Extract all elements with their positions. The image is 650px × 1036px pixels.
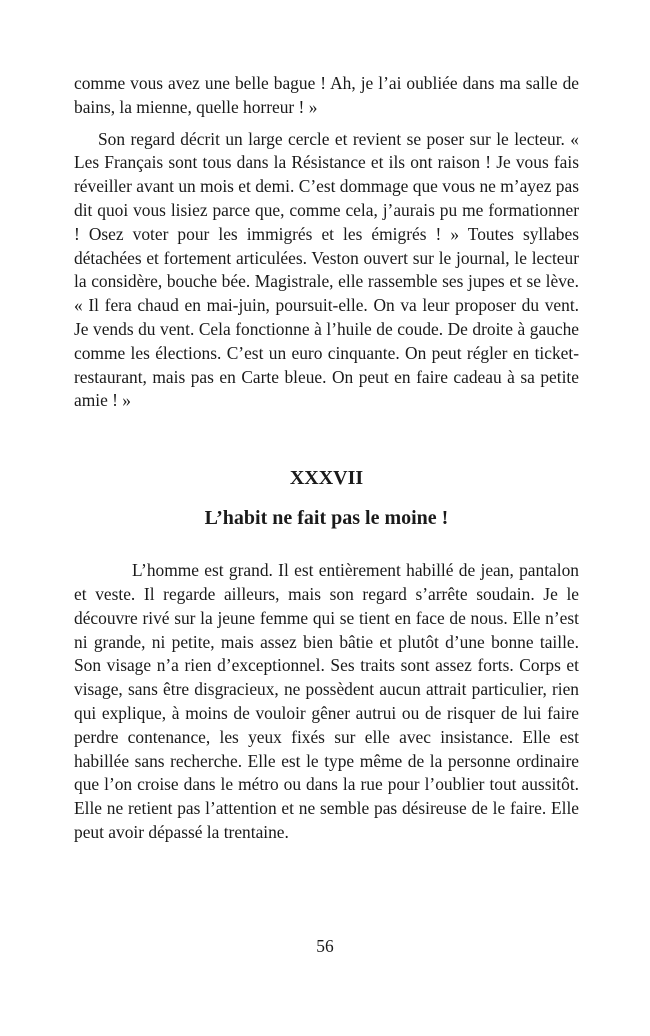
paragraph-gaze: Son regard décrit un large cercle et revient se poser sur le lecteur. « Les Français sont tous dans la Résistance et ils ont raison ! Je vous fais réveiller avant un mois et demi. C’est dommage que vous ne m’ayez pas dit quoi vous lisiez parce que, comme cela, j’aurais pu me formationner ! Osez voter pour les immigrés et les émigrés ! » Toutes syllabes détachées et fortement articulées. Veston ouvert sur le journal, le lecteur la considère, bouche bée. Magistrale, elle rassemble ses jupes et se lève. « Il fera chaud en mai-juin, poursuit-elle. On va leur proposer du vent. Je vends du vent. Cela fonctionne à l’huile de coude. De droite à gauche comme les élections. C’est un euro cinquante. On peut régler en ticket-restaurant, mais pas en Carte bleue. On peut en faire cadeau à sa petite amie ! » (74, 128, 579, 411)
book-page (74, 72, 579, 845)
chapter-title: L’habit ne fait pas le moine ! (204, 507, 449, 530)
paragraph-tall-man: L’homme est grand. Il est entièrement habillé de jean, pantalon et veste. Il regarde ailleurs, mais son regard s’arrête soudain. Je le découvre rivé sur la jeune femme qui se tient en face de nous. Elle n’est ni grande, ni petite, mais assez bien bâtie et plutôt d’une bonne taille. Son visage n’a rien d’exceptionnel. Ses traits sont assez forts. Corps et visage, sans être disgracieux, ne possèdent aucun attrait particulier, rien qui explique, à moins de vouloir gêner autrui ou de risquer de lui faire perdre contenance, les yeux fixés sur elle avec insistance. Elle est habillée sans recherche. Elle est le type même de la personne ordinaire que l’on croise dans le métro ou dans la rue pour l’oublier tout aussitôt. Elle ne retient pas l’attention et ne semble pas désireuse de le faire. Elle peut avoir dépassé la trentaine. (74, 560, 579, 842)
chapter-body (74, 559, 579, 845)
chapter-number: XXXVII (289, 467, 364, 490)
page-number: 56 (316, 936, 334, 956)
paragraph-continued: comme vous avez une belle bague ! Ah, je l’ai oubliée dans ma salle de bains, la mienne, quelle horreur ! » (74, 73, 579, 117)
